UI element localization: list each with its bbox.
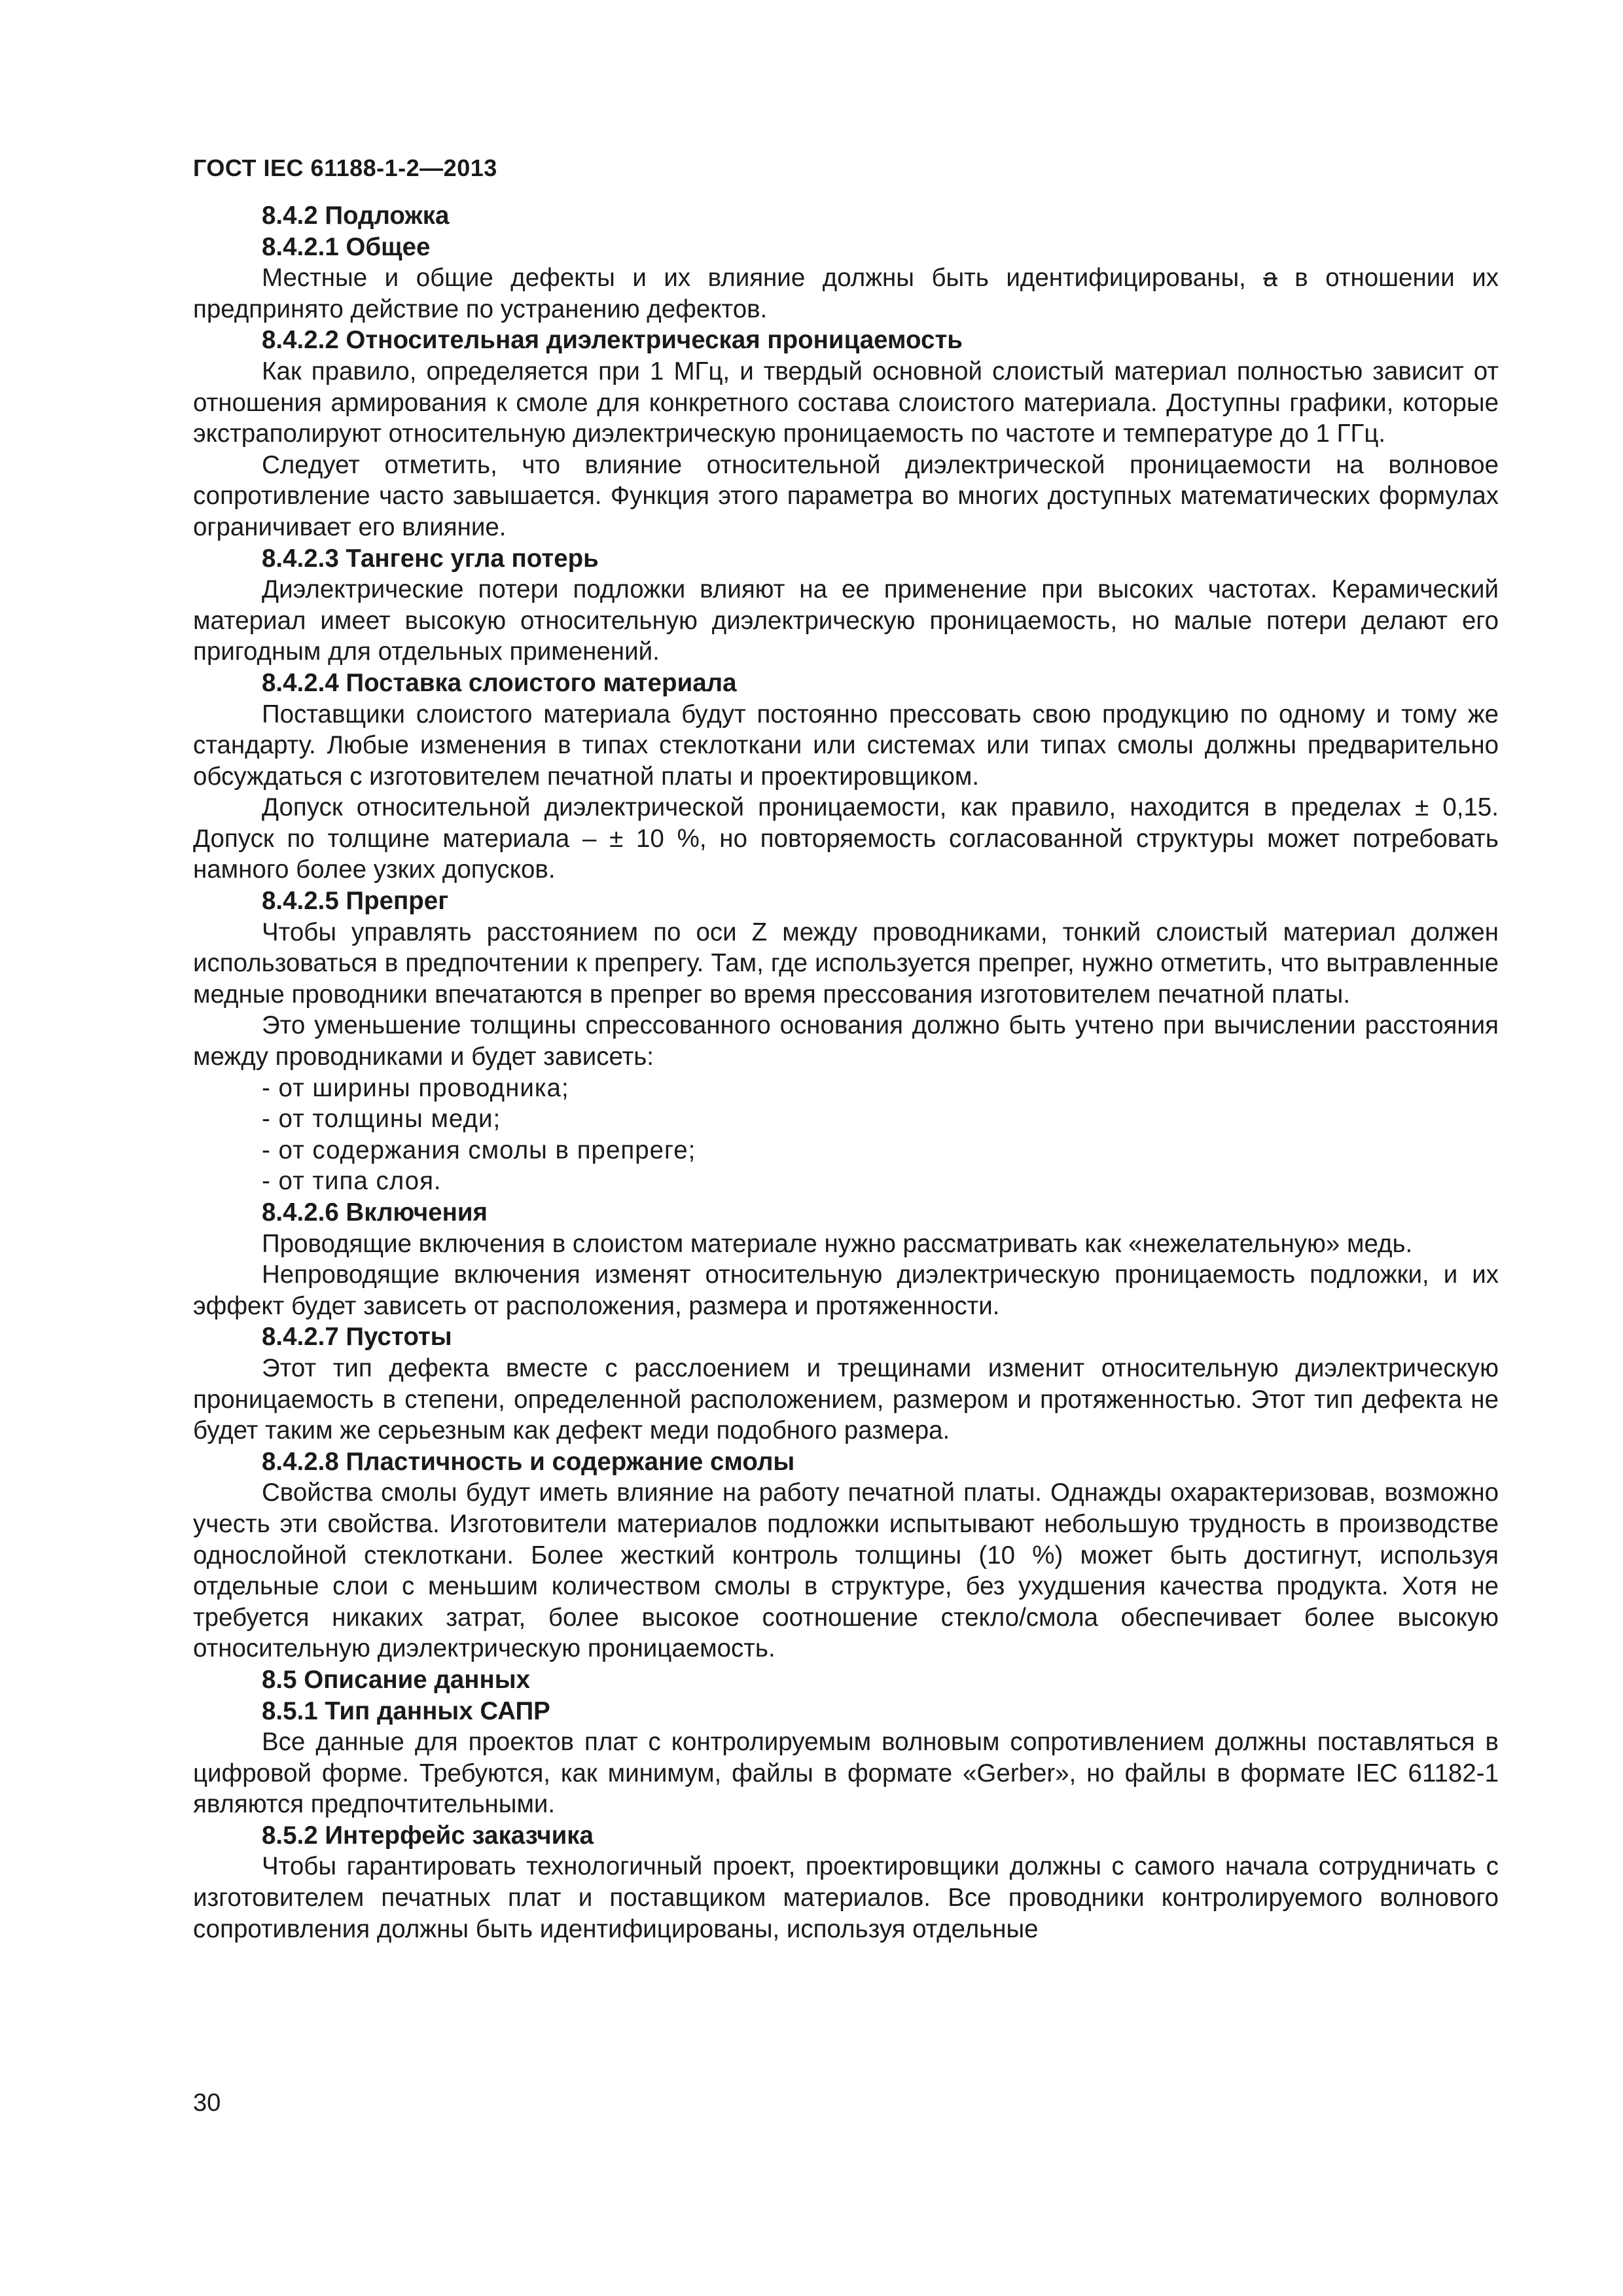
paragraph: Поставщики слоистого материала будут постоянно прессовать свою продукцию по одному и тому же стандарту. Любые изменения в типах стеклоткани или системах или типах смолы должны предварительно обсуждаться с изготовителем печатной платы и проектировщиком.: [193, 700, 1499, 791]
paragraph: Это уменьшение толщины спрессованного основания должно быть учтено при вычислении расстояния между проводниками и будет зависеть:: [193, 1011, 1499, 1071]
paragraph: [193, 262, 1499, 325]
section-heading: 8.5 Описание данных: [262, 1665, 531, 1694]
paragraph: Чтобы управлять расстоянием по оси Z между проводниками, тонкий слоистый материал должен использоваться в предпочтении к препрегу. Там, где используется препрег, нужно отметить, что вытравленные медные проводники впечатаются в препрег во время прессования изготовителем печатной платы.: [193, 918, 1499, 1009]
section-heading: 8.4.2.8 Пластичность и содержание смолы: [262, 1447, 795, 1476]
paragraph: Чтобы гарантировать технологичный проект, проектировщики должны с самого начала сотрудничать с изготовителем печатных плат и поставщиком материалов. Все проводники контролируемого волнового сопротивления должны быть идентифицированы, используя отдельные: [193, 1852, 1499, 1943]
section-heading: 8.4.2.6 Включения: [262, 1198, 488, 1227]
section-heading: 8.4.2.3 Тангенс угла потерь: [262, 544, 599, 573]
paragraph: Как правило, определяется при 1 МГц, и твердый основной слоистый материал полностью зависит от отношения армирования к смоле для конкретного состава слоистого материала. Доступны графики, которые экстраполируют относительную диэлектрическую проницаемость по частоте и температуре до 1 ГГц.: [193, 357, 1499, 448]
paragraph: Этот тип дефекта вместе с расслоением и трещинами изменит относительную диэлектрическую проницаемость в степени, определенной расположением, размером и протяженностью. Этот тип дефекта не будет таким же серьезным как дефект меди подобного размера.: [193, 1354, 1499, 1445]
section-heading: 8.4.2.5 Препрег: [262, 887, 449, 916]
section-heading: 8.5.1 Тип данных САПР: [262, 1696, 550, 1725]
struck-text: а: [1263, 264, 1277, 293]
paragraph: Диэлектрические потери подложки влияют на ее применение при высоких частотах. Керамический материал имеет высокую относительную диэлектрическую проницаемость, но малые потери делают его пригодным для отдельных применений.: [193, 575, 1499, 666]
section-heading: 8.4.2.1 Общее: [262, 232, 431, 261]
document-body: [193, 200, 1499, 1945]
list-item: - от толщины меди;: [262, 1105, 501, 1134]
list-item: - от содержания смолы в препреге;: [262, 1136, 696, 1164]
paragraph-text: в отношении их предпринято действие по устранению дефектов.: [193, 264, 1499, 323]
list-item: - от ширины проводника;: [262, 1073, 569, 1102]
section-heading: 8.4.2.4 Поставка слоистого материала: [262, 668, 737, 697]
list-item: - от типа слоя.: [262, 1167, 442, 1196]
paragraph: Следует отметить, что влияние относительной диэлектрической проницаемости на волновое сопротивление часто завышается. Функция этого параметра во многих доступных математических формулах ограничивает его влияние.: [193, 450, 1499, 541]
paragraph: Свойства смолы будут иметь влияние на работу печатной платы. Однажды охарактеризовав, возможно учесть эти свойства. Изготовители материалов подложки испытывают небольшую трудность в производстве однослойной стеклоткани. Более жесткий контроль толщины (10 %) может быть достигнут, используя отдельные слои с меньшим количеством смолы в структуре, без ухудшения качества продукта. Хотя не требуется никаких затрат, более высокое соотношение стекло/смола обеспечивает более высокую относительную диэлектрическую проницаемость.: [193, 1479, 1499, 1663]
standard-code-header: ГОСТ IEC 61188-1-2—2013: [193, 154, 497, 181]
section-heading: 8.4.2.7 Пустоты: [262, 1323, 452, 1352]
section-heading: 8.4.2.2 Относительная диэлектрическая проницаемость: [262, 326, 963, 355]
paragraph: Допуск относительной диэлектрической проницаемости, как правило, находится в пределах ± 0,15. Допуск по толщине материала – ± 10 %, но повторяемость согласованной структуры может потребовать намного более узких допусков.: [193, 793, 1499, 884]
paragraph: Проводящие включения в слоистом материале нужно рассматривать как «нежелательную» медь.: [262, 1229, 1413, 1258]
paragraph-text: Местные и общие дефекты и их влияние должны быть идентифицированы,: [262, 264, 1264, 293]
paragraph: Непроводящие включения изменят относительную диэлектрическую проницаемость подложки, и их эффект будет зависеть от расположения, размера и протяженности.: [193, 1261, 1499, 1320]
page-number: 30: [193, 2089, 221, 2117]
section-heading: 8.5.2 Интерфейс заказчика: [262, 1821, 594, 1850]
paragraph: Все данные для проектов плат с контролируемым волновым сопротивлением должны поставляться в цифровой форме. Требуются, как минимум, файлы в формате «Gerber», но файлы в формате IEC 61182-1 являются предпочтительными.: [193, 1728, 1499, 1819]
section-heading: 8.4.2 Подложка: [262, 202, 450, 230]
